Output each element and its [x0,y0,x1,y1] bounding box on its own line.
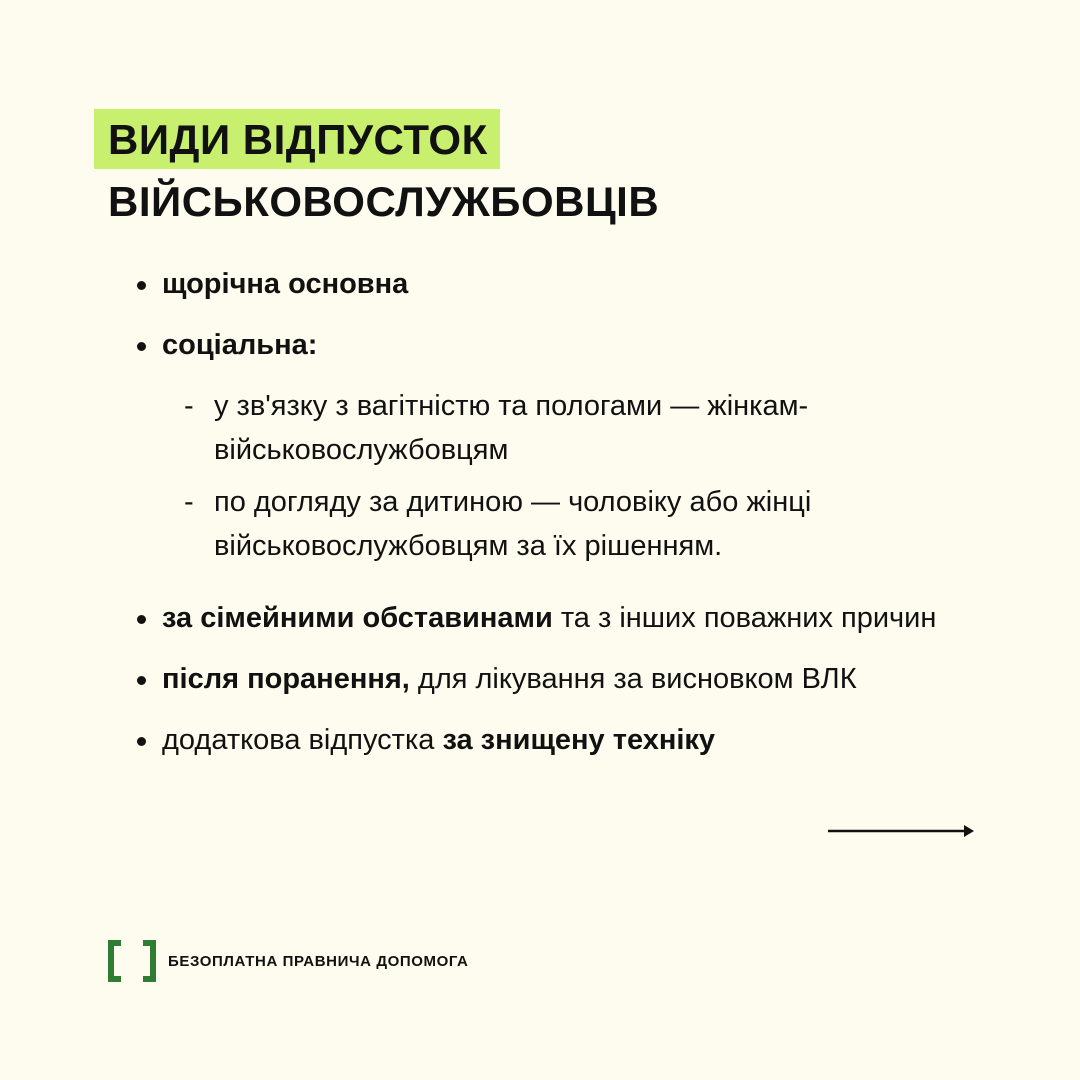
list-item [134,596,994,640]
list-item [134,718,994,762]
sub-item-text: по догляду за дитиною — чоловіку або жінці військовослужбовцям за їх рішенням. [214,486,812,562]
bullet-icon [137,281,146,290]
dash-icon: - [184,390,194,422]
arrow-right-icon[interactable] [828,822,974,840]
item-text: додаткова відпустка [162,724,443,756]
title-line-highlighted: ВИДИ ВІДПУСТОК [94,109,500,169]
bullet-icon [137,737,146,746]
sub-list-item [184,480,994,568]
item-text: для лікування за висновком ВЛК [409,663,857,695]
item-bold-text: за знищену техніку [442,724,716,756]
brackets-logo-icon [108,940,156,982]
bullet-icon [137,676,146,685]
footer-logo [108,940,468,982]
item-bold-text: соціальна: [162,329,318,361]
title-line: ВІЙСЬКОВОСЛУЖБОВЦІВ [108,178,660,225]
list-item [134,262,994,306]
dash-icon: - [184,486,194,518]
item-bold-text: щорічна основна [162,268,409,300]
sub-item-text: у зв'язку з вагітністю та пологами — жінкам-військовослужбовцям [214,390,809,466]
item-bold-text: за сімейними обставинами [162,602,553,634]
sub-list-item [184,384,994,472]
item-bold-text: після поранення, [162,663,410,695]
bullet-icon [137,342,146,351]
social-leave-sublist [134,384,994,568]
title-block [94,109,659,233]
logo-text: БЕЗОПЛАТНА ПРАВНИЧА ДОПОМОГА [168,952,469,970]
bullet-icon [137,615,146,624]
list-item [134,323,994,367]
item-text: та з інших поважних причин [552,602,937,634]
leave-types-list [134,262,994,779]
list-item [134,657,994,701]
